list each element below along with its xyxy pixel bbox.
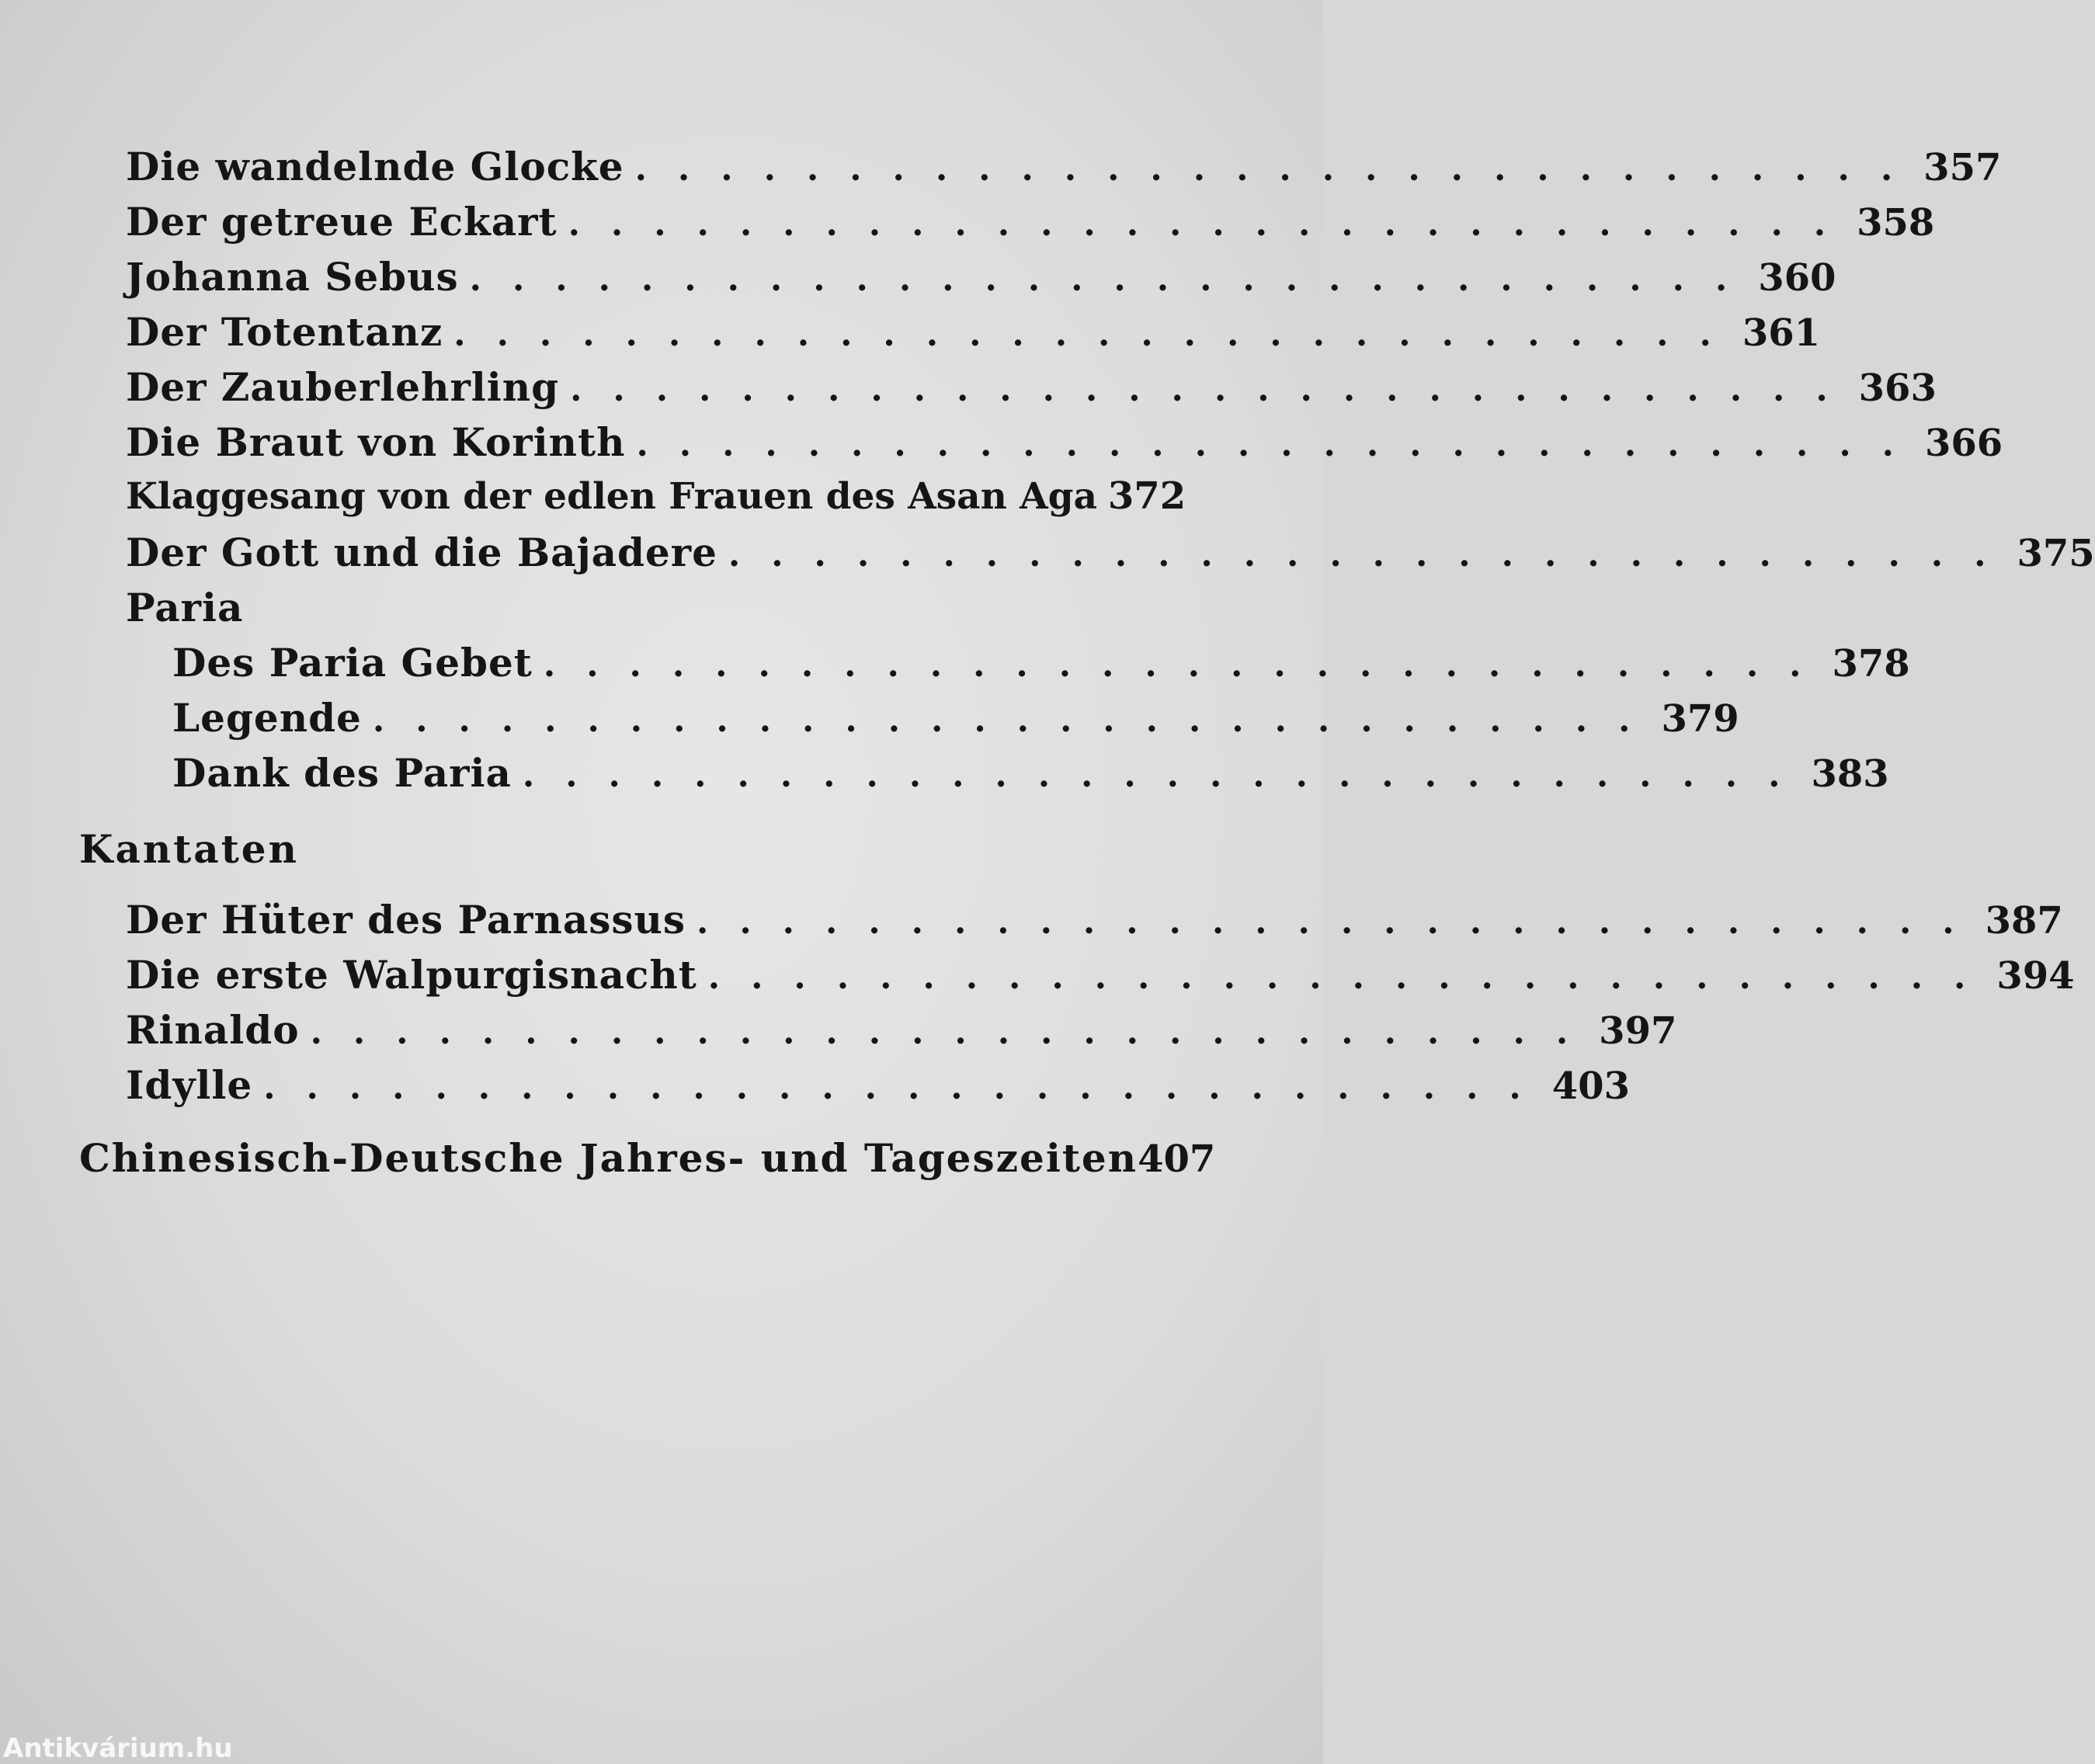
toc-entry-klaggesang xyxy=(0,474,1323,529)
toc-entry-rinaldo xyxy=(0,1007,1677,1061)
toc-entry-die-wandelnde-glocke xyxy=(0,144,2002,198)
toc-entry-die-braut-von-korinth xyxy=(0,419,2003,474)
toc-entry-page: 361 xyxy=(1742,311,1821,355)
toc-entry-page: 360 xyxy=(1758,256,1836,300)
toc-entry-title: Der Gott und die Bajadere xyxy=(126,530,717,575)
toc-entry-page: 403 xyxy=(1551,1064,1630,1108)
dot-leader: .............................. xyxy=(728,535,2017,575)
toc-entry-page: 378 xyxy=(1832,642,1910,686)
toc-entry-der-gott-und-die-bajadere xyxy=(0,530,2095,584)
toc-entry-idylle xyxy=(0,1062,1630,1116)
toc-entry-title: Die erste Walpurgisnacht xyxy=(126,952,697,998)
dot-leader: .............................. xyxy=(697,902,1986,942)
toc-entry-title: Des Paria Gebet xyxy=(172,640,533,686)
toc-section-title: Kantaten xyxy=(79,826,299,872)
dot-leader: .............................. xyxy=(453,314,1742,354)
toc-entry-page: 379 xyxy=(1661,697,1739,741)
toc-entry-page: 407 xyxy=(1138,1137,1216,1181)
toc-entry-title: Die wandelnde Glocke xyxy=(126,144,624,189)
toc-entry-title: Paria xyxy=(126,585,244,630)
toc-entry-title: Die Braut von Korinth xyxy=(126,419,626,465)
toc-entry-die-erste-walpurgisnacht xyxy=(0,952,2075,1006)
toc-entry-page: 363 xyxy=(1858,366,1937,410)
dot-leader: .............................. xyxy=(469,259,1759,299)
toc-entry-page: 394 xyxy=(1996,954,2075,998)
dot-leader: .............................. xyxy=(522,755,1812,795)
toc-entry-page: 358 xyxy=(1857,201,1935,245)
toc-entry-page: 372 xyxy=(1107,474,1186,518)
toc-entry-title: Idylle xyxy=(126,1062,253,1108)
toc-section-title: Chinesisch-Deutsche Jahres- und Tageszeiten xyxy=(79,1135,1138,1181)
toc-entry-title: Legende xyxy=(172,695,362,741)
toc-entry-page: 375 xyxy=(2017,532,2095,575)
toc-entry-des-paria-gebet xyxy=(0,640,1910,694)
dot-leader: .............................. xyxy=(372,700,1662,740)
toc-section-chinesisch-deutsche xyxy=(0,1135,1323,1189)
toc-entry-title: Rinaldo xyxy=(126,1007,300,1053)
dot-leader: .............................. xyxy=(636,425,1925,464)
toc-entry-title: Der getreue Eckart xyxy=(126,199,558,245)
toc-entry-title: Klaggesang von der edlen Frauen des Asan Aga xyxy=(126,475,1097,518)
toc-entry-der-zauberlehrling xyxy=(0,364,1937,418)
dot-leader: .............................. xyxy=(707,957,1997,997)
dot-leader: .............................. xyxy=(568,204,1857,244)
toc-entry-page: 366 xyxy=(1925,422,2003,465)
toc-entry-title: Dank des Paria xyxy=(172,750,512,796)
toc-entry-dank-des-paria xyxy=(0,750,1889,804)
toc-entry-johanna-sebus xyxy=(0,254,1836,308)
toc-entry-page: 383 xyxy=(1811,752,1889,796)
dot-leader: .............................. xyxy=(543,645,1833,685)
toc-entry-der-totentanz xyxy=(0,309,1821,363)
toc-entry-title: Johanna Sebus xyxy=(126,254,459,300)
toc-section-kantaten xyxy=(0,826,1323,880)
toc-entry-paria xyxy=(0,585,1323,639)
toc-entry-title: Der Zauberlehrling xyxy=(126,364,560,410)
dot-leader: .............................. xyxy=(570,370,1859,409)
toc-entry-page: 387 xyxy=(1985,899,2063,943)
dot-leader: .............................. xyxy=(310,1012,1600,1052)
toc-entry-legende xyxy=(0,695,1739,749)
dot-leader: .............................. xyxy=(263,1068,1552,1107)
toc-entry-page: 397 xyxy=(1599,1009,1677,1053)
toc-entry-der-hueter-des-parnassus xyxy=(0,897,2063,951)
toc-entry-title: Der Hüter des Parnassus xyxy=(126,897,686,943)
dot-leader: .............................. xyxy=(634,149,1924,189)
toc-entry-der-getreue-eckart xyxy=(0,199,1935,253)
toc-entry-page: 357 xyxy=(1923,146,2002,189)
watermark: Antikvárium.hu xyxy=(3,1733,233,1764)
toc-entry-title: Der Totentanz xyxy=(126,309,443,355)
